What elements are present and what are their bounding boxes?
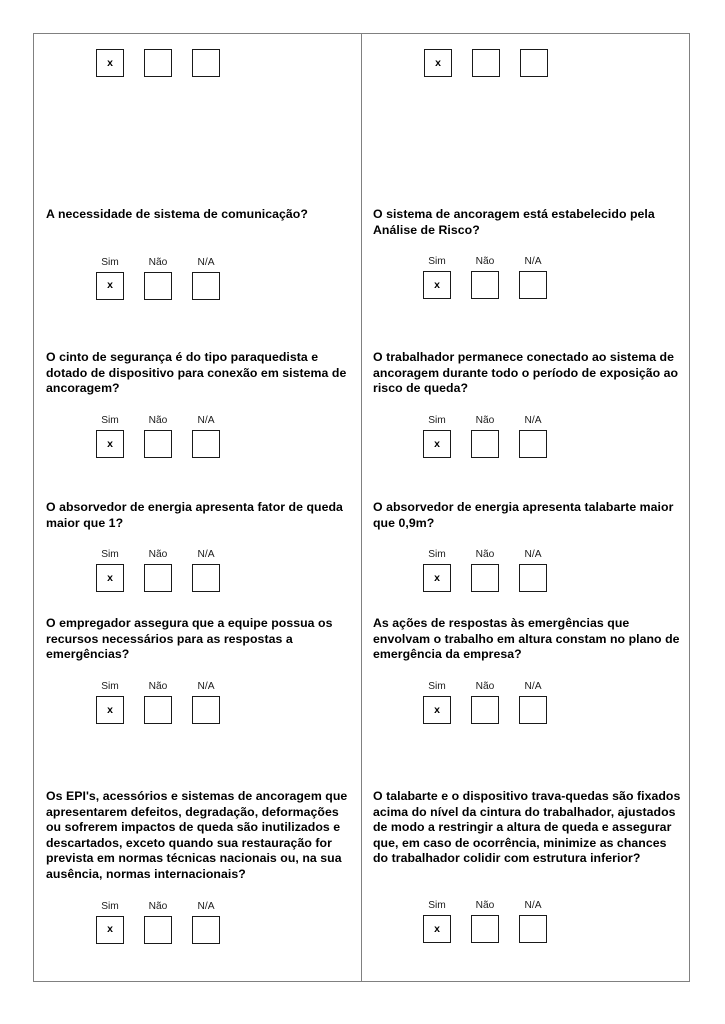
checkbox-na[interactable]	[519, 696, 547, 724]
answer-boxes	[96, 916, 354, 944]
question-text: O talabarte e o dispositivo trava-quedas são fixados acima do nível da cintura do trabalhador, ajustados de modo a restringir a altura de queda e assegurar que, em caso de ocorrência, minimize as chances do trabalhador colidir com estrutura inferior?	[373, 789, 681, 866]
label-nao: Não	[475, 549, 495, 561]
answer-row	[96, 900, 354, 944]
checkbox-sim[interactable]: x	[96, 49, 124, 77]
question-block	[373, 789, 683, 943]
label-sim: Sim	[428, 899, 446, 911]
answer-boxes	[96, 696, 354, 724]
checkbox-na[interactable]	[520, 49, 548, 77]
label-sim: Sim	[101, 549, 119, 561]
label-nao: Não	[475, 256, 495, 268]
question-block	[46, 350, 354, 458]
answer-labels	[423, 680, 683, 694]
answer-boxes	[424, 49, 568, 77]
label-sim: Sim	[101, 680, 119, 692]
label-na: N/A	[197, 680, 215, 692]
answer-row	[423, 680, 683, 724]
label-na: N/A	[197, 414, 215, 426]
answer-labels	[96, 680, 354, 694]
answer-row	[423, 548, 683, 592]
answer-boxes	[96, 564, 354, 592]
page-frame	[33, 33, 690, 982]
checkbox-sim[interactable]: x	[96, 564, 124, 592]
checkbox-na[interactable]	[192, 49, 220, 77]
answer-boxes	[423, 564, 683, 592]
checkbox-nao[interactable]	[144, 564, 172, 592]
answer-labels	[96, 414, 354, 428]
carryover-answer-row-left	[96, 49, 240, 77]
question-block	[373, 500, 683, 592]
checkbox-nao[interactable]	[471, 430, 499, 458]
checkbox-nao[interactable]	[472, 49, 500, 77]
question-text: O cinto de segurança é do tipo paraquedista e dotado de dispositivo para conexão em sistema de ancoragem?	[46, 350, 347, 396]
question-block	[46, 500, 354, 592]
answer-boxes	[423, 696, 683, 724]
answer-boxes	[423, 430, 683, 458]
question-text: A necessidade de sistema de comunicação?	[46, 207, 308, 221]
question-text: Os EPI's, acessórios e sistemas de ancoragem que apresentarem defeitos, degradação, deformações ou sofrerem impactos de queda são inutilizados e descartados, exceto quando sua restauração for prevista em normas técnicas nacionais ou, na sua ausência, normas internacionais?	[46, 789, 348, 881]
answer-labels	[423, 255, 683, 269]
checkbox-na[interactable]	[192, 564, 220, 592]
label-sim: Sim	[101, 414, 119, 426]
checkbox-sim[interactable]: x	[423, 564, 451, 592]
checkbox-nao[interactable]	[471, 271, 499, 299]
question-block	[46, 616, 354, 724]
checkbox-na[interactable]	[519, 564, 547, 592]
checkbox-nao[interactable]	[144, 49, 172, 77]
label-sim: Sim	[428, 680, 446, 692]
checkbox-sim[interactable]: x	[423, 271, 451, 299]
label-nao: Não	[148, 549, 168, 561]
checkbox-sim[interactable]: x	[424, 49, 452, 77]
checkbox-nao[interactable]	[471, 915, 499, 943]
checkbox-nao[interactable]	[471, 564, 499, 592]
label-na: N/A	[524, 899, 542, 911]
answer-labels	[96, 548, 354, 562]
checkbox-nao[interactable]	[144, 696, 172, 724]
answer-boxes	[423, 271, 683, 299]
checkbox-sim[interactable]: x	[96, 430, 124, 458]
question-text: O sistema de ancoragem está estabelecido pela Análise de Risco?	[373, 207, 655, 237]
question-text: O absorvedor de energia apresenta talabarte maior que 0,9m?	[373, 500, 674, 530]
checkbox-na[interactable]	[192, 272, 220, 300]
answer-boxes	[96, 49, 240, 77]
answer-row	[96, 256, 354, 300]
answer-row	[96, 414, 354, 458]
checkbox-na[interactable]	[192, 696, 220, 724]
label-nao: Não	[148, 414, 168, 426]
question-text: O absorvedor de energia apresenta fator de queda maior que 1?	[46, 500, 343, 530]
answer-row	[96, 680, 354, 724]
label-na: N/A	[197, 549, 215, 561]
label-sim: Sim	[101, 256, 119, 268]
checkbox-nao[interactable]	[144, 916, 172, 944]
answer-labels	[423, 548, 683, 562]
column-right	[362, 34, 691, 981]
answer-boxes	[96, 272, 354, 300]
question-text: O trabalhador permanece conectado ao sistema de ancoragem durante todo o período de exposição ao risco de queda?	[373, 350, 679, 396]
label-nao: Não	[148, 900, 168, 912]
checkbox-nao[interactable]	[471, 696, 499, 724]
checkbox-sim[interactable]: x	[96, 696, 124, 724]
answer-row	[423, 899, 683, 943]
checkbox-sim[interactable]: x	[96, 272, 124, 300]
label-nao: Não	[475, 680, 495, 692]
checkbox-sim[interactable]: x	[423, 696, 451, 724]
checkbox-na[interactable]	[519, 271, 547, 299]
checkbox-na[interactable]	[519, 915, 547, 943]
label-na: N/A	[524, 256, 542, 268]
question-block	[46, 789, 354, 944]
checkbox-sim[interactable]: x	[423, 915, 451, 943]
question-block	[373, 616, 683, 724]
answer-boxes	[423, 915, 683, 943]
question-block	[373, 350, 683, 458]
checkbox-na[interactable]	[519, 430, 547, 458]
label-na: N/A	[197, 900, 215, 912]
label-na: N/A	[197, 256, 215, 268]
label-na: N/A	[524, 680, 542, 692]
label-nao: Não	[475, 899, 495, 911]
label-nao: Não	[148, 256, 168, 268]
question-text: As ações de respostas às emergências que envolvam o trabalho em altura constam no plano de emergência da empresa?	[373, 616, 680, 662]
question-block	[373, 207, 683, 299]
checkbox-sim[interactable]: x	[423, 430, 451, 458]
label-sim: Sim	[428, 414, 446, 426]
answer-labels	[423, 414, 683, 428]
checkbox-sim[interactable]: x	[96, 916, 124, 944]
question-text: O empregador assegura que a equipe possua os recursos necessários para as respostas a emergências?	[46, 616, 333, 662]
column-left	[34, 34, 362, 981]
question-block	[46, 207, 354, 300]
label-na: N/A	[524, 549, 542, 561]
answer-labels	[96, 256, 354, 270]
checkbox-na[interactable]	[192, 916, 220, 944]
label-sim: Sim	[428, 549, 446, 561]
label-nao: Não	[475, 414, 495, 426]
label-sim: Sim	[428, 256, 446, 268]
answer-row	[423, 414, 683, 458]
checkbox-nao[interactable]	[144, 430, 172, 458]
answer-boxes	[96, 430, 354, 458]
answer-row	[423, 255, 683, 299]
checkbox-na[interactable]	[192, 430, 220, 458]
label-sim: Sim	[101, 900, 119, 912]
answer-labels	[423, 899, 683, 913]
answer-row	[96, 548, 354, 592]
answer-labels	[96, 900, 354, 914]
checkbox-nao[interactable]	[144, 272, 172, 300]
label-nao: Não	[148, 680, 168, 692]
carryover-answer-row-right	[424, 49, 568, 77]
label-na: N/A	[524, 414, 542, 426]
